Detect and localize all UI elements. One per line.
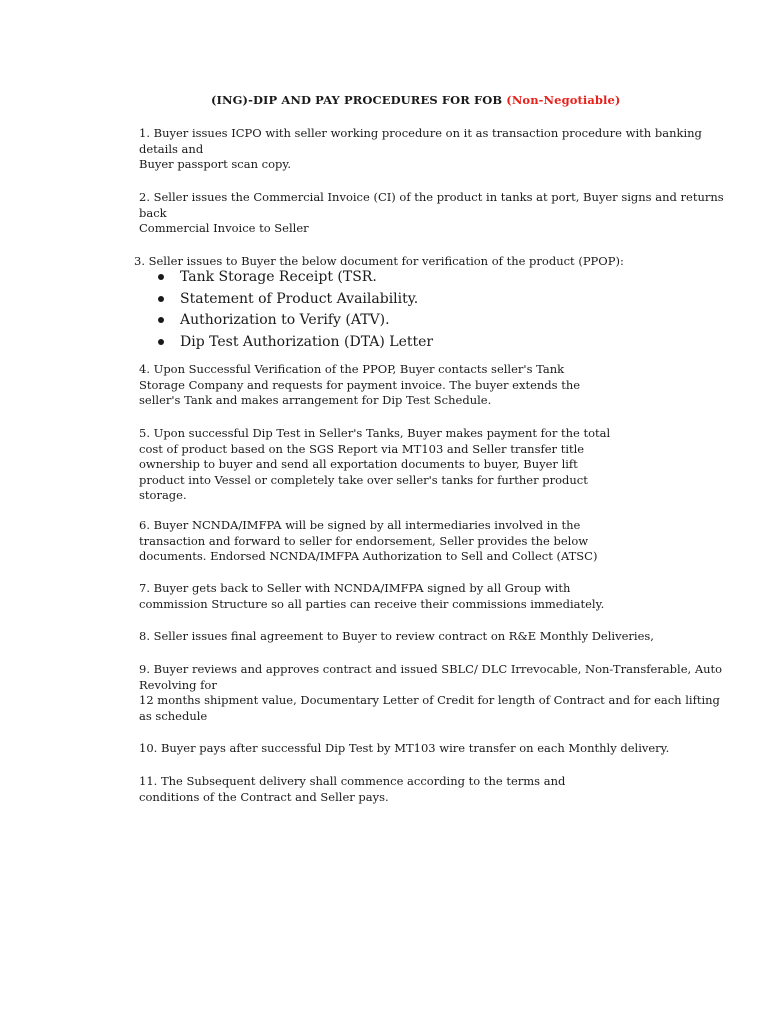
title-main: (ING)-DIP AND PAY PROCEDURES FOR FOB bbox=[211, 93, 507, 107]
step-6-paragraph bbox=[139, 518, 597, 565]
step-4-line: seller's Tank and makes arrangement for Dip Test Schedule. bbox=[139, 393, 492, 407]
step-1-line: Buyer passport scan copy. bbox=[139, 157, 292, 171]
step-11-line: conditions of the Contract and Seller pays. bbox=[139, 789, 389, 804]
bullet-item bbox=[158, 289, 433, 311]
step-10-line: 10. Buyer pays after successful Dip Test by MT103 wire transfer on each Monthly delivery. bbox=[139, 741, 670, 755]
step-4-paragraph bbox=[139, 362, 580, 409]
step-4-line: 4. Upon Successful Verification of the PPOP, Buyer contacts seller's Tank bbox=[139, 362, 565, 376]
step-1-line: 1. Buyer issues ICPO with seller working procedure on it as transaction procedure with banking bbox=[139, 126, 702, 140]
step-5-line: cost of product based on the SGS Report via MT103 and Seller transfer title bbox=[139, 441, 585, 456]
step-2-paragraph bbox=[139, 190, 724, 237]
bullet-item-text: Dip Test Authorization (DTA) Letter bbox=[180, 333, 434, 350]
step-5-line: product into Vessel or completely take over seller's tanks for further product bbox=[139, 472, 588, 487]
step-3-bullet-list bbox=[158, 267, 433, 353]
step-11-paragraph bbox=[139, 774, 565, 805]
step-7-line: commission Structure so all parties can receive their commissions immediately. bbox=[139, 596, 605, 611]
step-1-paragraph bbox=[139, 126, 702, 173]
step-4-line: Storage Company and requests for payment invoice. The buyer extends the bbox=[139, 377, 581, 392]
bullet-item bbox=[158, 332, 433, 354]
step-5-paragraph bbox=[139, 426, 610, 504]
step-1-line: details and bbox=[139, 141, 204, 156]
step-2-line: 2. Seller issues the Commercial Invoice (CI) of the product in tanks at port, Buyer signs and returns bbox=[139, 190, 724, 204]
step-6-line: 6. Buyer NCNDA/IMFPA will be signed by all intermediaries involved in the bbox=[139, 518, 581, 532]
step-9-paragraph bbox=[139, 662, 722, 724]
step-9-line: 12 months shipment value, Documentary Letter of Credit for length of Contract and for each lifting bbox=[139, 693, 720, 707]
step-9-line: Revolving for bbox=[139, 677, 217, 692]
step-5-line: storage. bbox=[139, 488, 187, 502]
bullet-item-text: Authorization to Verify (ATV). bbox=[180, 312, 390, 328]
title-highlight: (Non-Negotiable) bbox=[506, 93, 621, 107]
step-10-paragraph bbox=[139, 741, 669, 757]
step-5-line: ownership to buyer and send all exportation documents to buyer, Buyer lift bbox=[139, 457, 578, 471]
step-5-line: 5. Upon successful Dip Test in Seller's Tanks, Buyer makes payment for the total bbox=[139, 426, 611, 440]
step-6-line: documents. Endorsed NCNDA/IMFPA Authorization to Sell and Collect (ATSC) bbox=[139, 549, 598, 563]
bullet-icon bbox=[158, 339, 164, 345]
bullet-item-text: Tank Storage Receipt (TSR. bbox=[180, 269, 377, 285]
step-6-line: transaction and forward to seller for endorsement, Seller provides the below bbox=[139, 533, 589, 548]
bullet-icon bbox=[158, 274, 164, 280]
bullet-icon bbox=[158, 296, 164, 302]
step-9-line: 9. Buyer reviews and approves contract and issued SBLC/ DLC Irrevocable, Non-Transferable, Auto bbox=[139, 662, 723, 676]
step-9-line: as schedule bbox=[139, 708, 208, 723]
step-2-line: back bbox=[139, 205, 167, 220]
step-8-paragraph bbox=[139, 629, 654, 645]
step-11-line: 11. The Subsequent delivery shall commence according to the terms and bbox=[139, 774, 566, 788]
step-7-line: 7. Buyer gets back to Seller with NCNDA/IMFPA signed by all Group with bbox=[139, 581, 571, 595]
step-2-line: Commercial Invoice to Seller bbox=[139, 221, 309, 235]
bullet-item bbox=[158, 267, 433, 289]
step-8-line: 8. Seller issues final agreement to Buyer to review contract on R&E Monthly Deliveries, bbox=[139, 629, 654, 643]
bullet-icon bbox=[158, 317, 164, 323]
bullet-item-text: Statement of Product Availability. bbox=[180, 290, 419, 307]
step-3-intro: 3. Seller issues to Buyer the below document for verification of the product (PPOP): bbox=[134, 254, 624, 268]
step-7-paragraph bbox=[139, 581, 604, 612]
bullet-item bbox=[158, 310, 433, 332]
document-title bbox=[211, 93, 620, 107]
